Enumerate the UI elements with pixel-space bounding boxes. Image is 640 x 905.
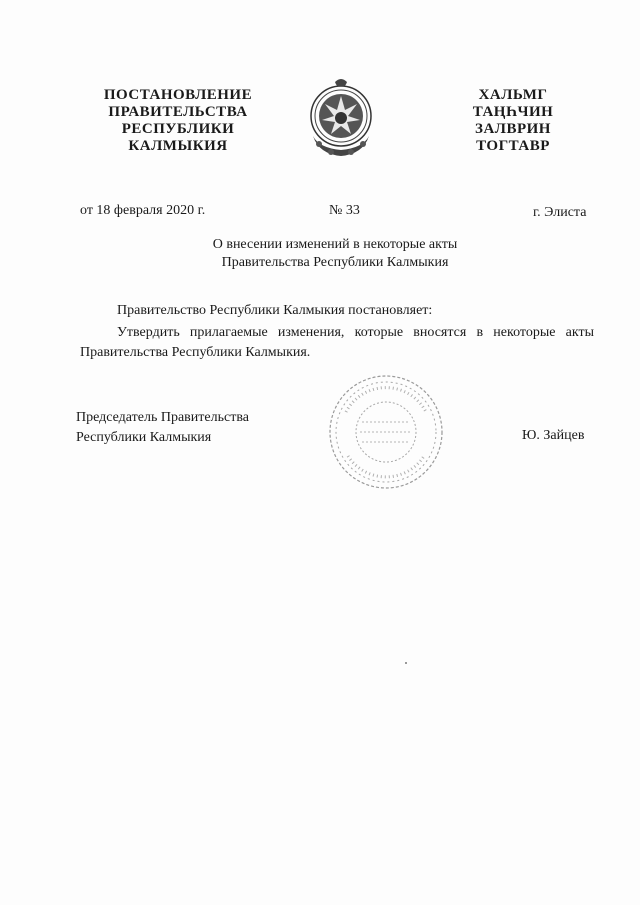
header-kalmyk-title [452, 87, 574, 155]
signatory-name: Ю. Зайцев [522, 428, 585, 443]
subject-line: Правительства Республики Калмыкия [221, 255, 449, 270]
scan-speck [405, 662, 407, 664]
body-paragraph: Утвердить прилагаемые изменения, которые вносятся в некоторые акты Правительства Республики Калмыкия. [80, 325, 594, 360]
header-line: КАЛМЫКИЯ [128, 138, 228, 154]
header-line: ТАҢҺЧИН [472, 104, 554, 120]
header-russian-title [88, 87, 268, 155]
subject-line: О внесении изменений в некоторые акты [212, 237, 458, 252]
body-paragraph: Правительство Республики Калмыкия постановляет: [117, 303, 433, 318]
document-subject [150, 236, 520, 272]
header-line: ХАЛЬМГ [478, 87, 548, 103]
official-seal-stamp-icon [326, 372, 446, 492]
header-line: РЕСПУБЛИКИ [121, 121, 235, 137]
header-line: ПОСТАНОВЛЕНИЕ [103, 87, 253, 103]
signatory-position-line: Председатель Правительства [76, 410, 249, 425]
document-city: г. Элиста [533, 205, 587, 220]
header-line: ПРАВИТЕЛЬСТВА [108, 104, 248, 120]
kalmykia-emblem-icon [305, 74, 377, 160]
signatory-position [76, 408, 249, 448]
header-line: ТОГТАВР [476, 138, 550, 154]
signatory-position-line: Республики Калмыкия [76, 430, 212, 445]
header-line: ЗАЛВРИН [475, 121, 551, 137]
document-date: от 18 февраля 2020 г. [80, 203, 206, 218]
document-number: № 33 [329, 203, 360, 218]
